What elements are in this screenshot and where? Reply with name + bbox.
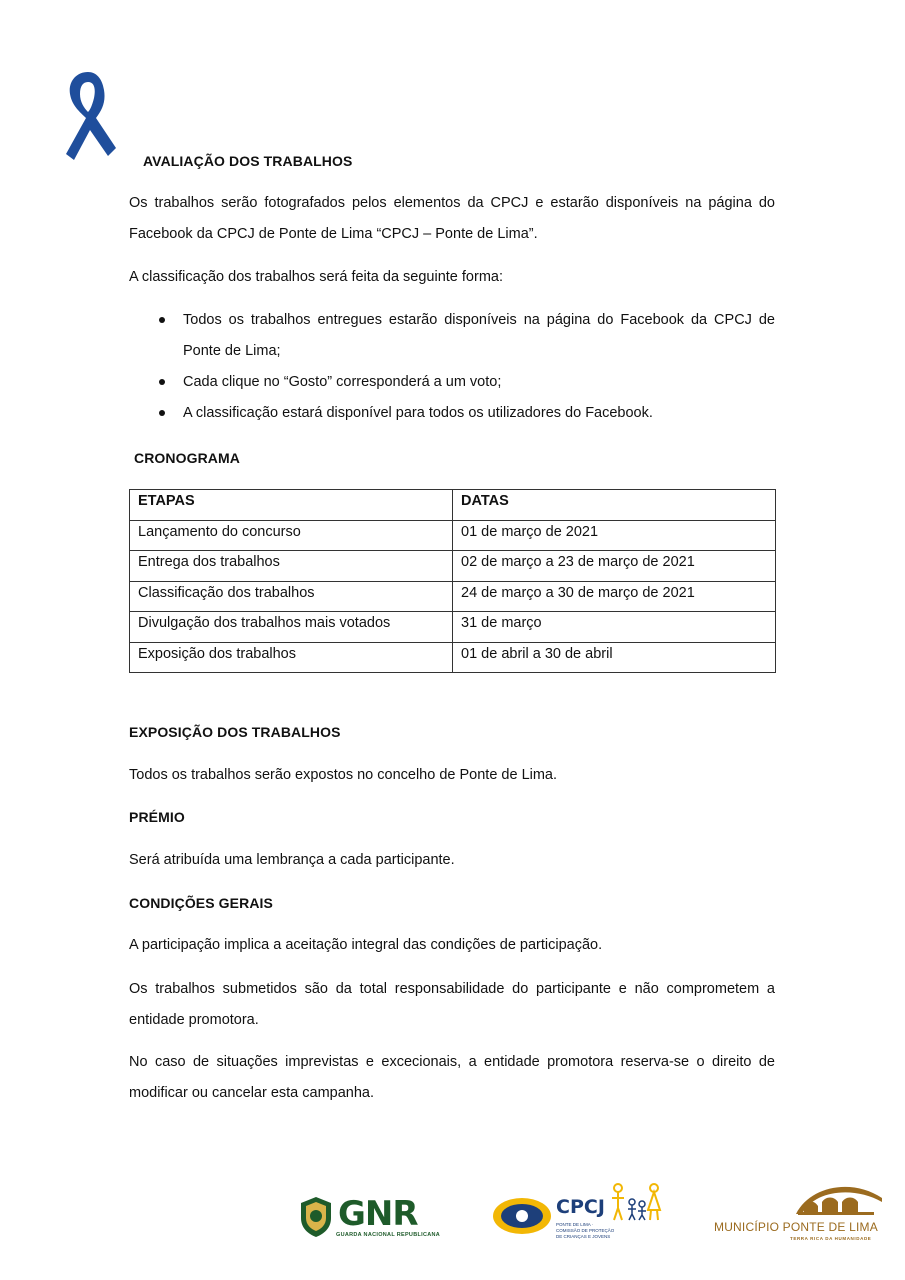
- table-row: [130, 642, 776, 673]
- cpcj-logo: [492, 1182, 664, 1252]
- gnr-subtitle: GUARDA NACIONAL REPUBLICANA: [336, 1232, 441, 1238]
- paragraph-line: entidade promotora.: [129, 1011, 259, 1028]
- table-row: [130, 551, 776, 582]
- table-cell: Entrega dos trabalhos: [130, 551, 453, 582]
- municipio-subtitle: TERRA RICA DA HUMANIDADE: [790, 1236, 872, 1241]
- paragraph-premio: Será atribuída uma lembrança a cada participante.: [129, 852, 455, 868]
- paragraph-line: Facebook da CPCJ de Ponte de Lima “CPCJ – Ponte de Lima”.: [129, 225, 538, 242]
- section-title-exposicao: EXPOSIÇÃO DOS TRABALHOS: [129, 724, 341, 740]
- list-item-line: Ponte de Lima;: [183, 343, 281, 359]
- table-cell: Divulgação dos trabalhos mais votados: [130, 612, 453, 643]
- gnr-emblem-icon: [298, 1196, 334, 1238]
- bridge-arches-icon: [794, 1180, 884, 1216]
- table-cell: Exposição dos trabalhos: [130, 642, 453, 673]
- table-row: [130, 520, 776, 551]
- table-cell: Lançamento do concurso: [130, 520, 453, 551]
- table-header-cell: DATAS: [453, 490, 776, 521]
- paragraph-condicoes-3: [129, 1047, 775, 1108]
- cronograma-table: [129, 489, 776, 673]
- section-title-premio: PRÉMIO: [129, 809, 185, 825]
- paragraph-avaliacao-2: A classificação dos trabalhos será feita da seguinte forma:: [129, 269, 503, 285]
- paragraph-avaliacao-1: [129, 188, 775, 249]
- gnr-logo: [298, 1194, 441, 1244]
- table-row: [130, 612, 776, 643]
- cpcj-subtitle: PONTE DE LIMA · COMISSÃO DE PROTEÇÃO DE CRIANÇAS E JOVENS: [556, 1222, 615, 1239]
- paragraph-line: Os trabalhos submetidos são da total responsabilidade do participante e não comprometem a: [129, 981, 775, 997]
- paragraph-line: modificar ou cancelar esta campanha.: [129, 1084, 375, 1101]
- table-cell: 01 de abril a 30 de abril: [453, 642, 776, 673]
- paragraph-line: Os trabalhos serão fotografados pelos elementos da CPCJ e estarão disponíveis na página do: [129, 195, 775, 211]
- paragraph-condicoes-1: A participação implica a aceitação integral das condições de participação.: [129, 937, 603, 953]
- list-item-line: Cada clique no “Gosto” corresponderá a um voto;: [183, 374, 502, 390]
- section-title-condicoes: CONDIÇÕES GERAIS: [129, 895, 273, 911]
- table-cell: 02 de março a 23 de março de 2021: [453, 551, 776, 582]
- awareness-ribbon-icon: [58, 68, 120, 164]
- table-row: [130, 581, 776, 612]
- list-item: [129, 305, 775, 367]
- paragraph-exposicao: Todos os trabalhos serão expostos no concelho de Ponte de Lima.: [129, 767, 558, 783]
- list-item: [129, 367, 775, 398]
- table-header-row: [130, 490, 776, 521]
- municipio-logo: [714, 1180, 882, 1248]
- list-item-line: A classificação estará disponível para todos os utilizadores do Facebook.: [183, 405, 653, 421]
- table-header-cell: ETAPAS: [130, 490, 453, 521]
- table-cell: 24 de março a 30 de março de 2021: [453, 581, 776, 612]
- table-cell: 31 de março: [453, 612, 776, 643]
- list-item: [129, 398, 775, 429]
- table-cell: 01 de março de 2021: [453, 520, 776, 551]
- classification-list: [129, 305, 775, 429]
- municipio-wordmark: MUNICÍPIO PONTE DE LIMA: [714, 1220, 878, 1234]
- footer-logos: [0, 1180, 905, 1260]
- cpcj-wordmark: CPCJ: [556, 1196, 605, 1218]
- section-title-cronograma: CRONOGRAMA: [134, 450, 240, 466]
- family-figures-icon: [608, 1182, 664, 1222]
- section-title-avaliacao: AVALIAÇÃO DOS TRABALHOS: [143, 153, 353, 169]
- list-item-line: Todos os trabalhos entregues estarão disponíveis na página do Facebook da CPCJ de: [183, 312, 775, 328]
- cpcj-eye-icon: [492, 1196, 554, 1236]
- gnr-wordmark: GNR: [338, 1194, 418, 1234]
- paragraph-line: No caso de situações imprevistas e excecionais, a entidade promotora reserva-se o direito de: [129, 1054, 775, 1070]
- table-cell: Classificação dos trabalhos: [130, 581, 453, 612]
- paragraph-condicoes-2: [129, 974, 775, 1035]
